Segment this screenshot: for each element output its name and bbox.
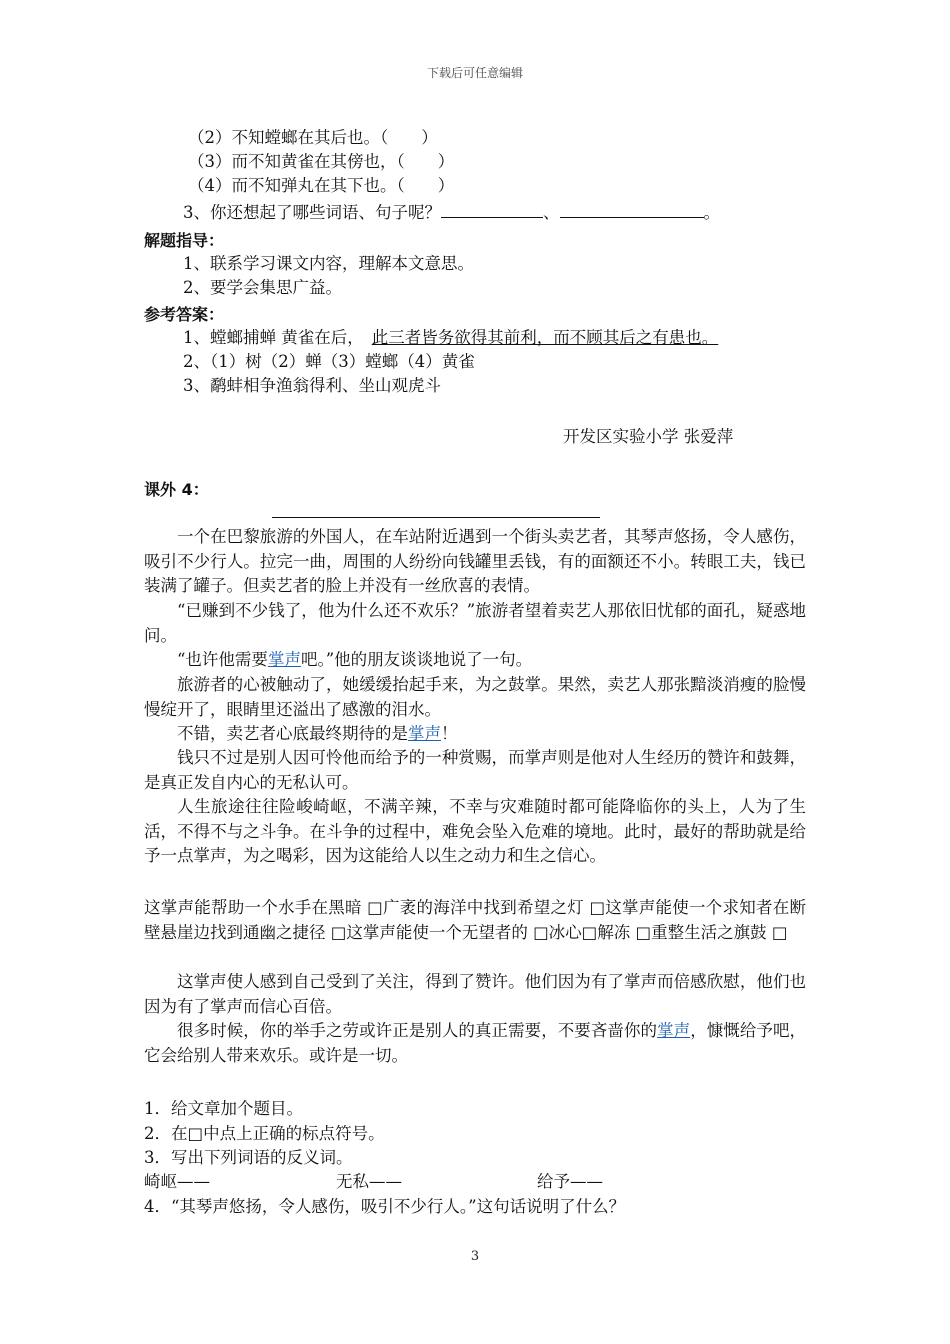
q3-text: 3、你还想起了哪些词语、句子呢？ (183, 203, 441, 222)
q3-end: 。 (703, 203, 720, 222)
passage-p8: 这掌声能帮助一个水手在黑暗 □广袤的海洋中找到希望之灯 □这掌声能使一个求知者在断壁悬崖边找到通幽之捷径 □这掌声能使一个无望者的 □冰心□解冻 □重整生活之旗鼓 □ (144, 898, 806, 942)
p3-applause-link[interactable]: 掌声 (267, 650, 301, 669)
passage-p7: 人生旅途往往险峻崎岖，不满辛辣，不幸与灾难随时都可能降临你的头上，人为了生活，不得不与之斗争。在斗争的过程中，难免会坠入危难的境地。此时，最好的帮助就是给予一点掌声，为之喝彩，因为这能给人以生之动力和生之信心。 (144, 797, 806, 865)
guide-item-2: 2、要学会集思广益。 (183, 278, 342, 297)
passage-p6: 钱只不过是别人因可怜他而给予的一种赏赐，而掌声则是他对人生经历的赞许和鼓舞，是真正发自内心的无私认可。 (144, 748, 806, 792)
passage-p3 (144, 648, 806, 673)
answer-3: 3、鹬蚌相争渔翁得利、坐山观虎斗 (183, 376, 441, 395)
question-1: 1．给文章加个题目。 (144, 1099, 303, 1118)
p5-text-post: ！ (441, 724, 458, 743)
answer-1-plain: 1、螳螂捕蝉 黄雀在后， (183, 328, 364, 347)
p5-applause-link[interactable]: 掌声 (408, 724, 441, 743)
passage-p4: 旅游者的心被触动了，她缓缓抬起手来，为之鼓掌。果然，卖艺人那张黯淡消瘦的脸慢慢绽开了，眼睛里还溢出了感激的泪水。 (144, 675, 806, 719)
q3-blank-1[interactable] (441, 201, 543, 218)
author: 开发区实验小学 张爱萍 (563, 427, 734, 446)
guide-item-1: 1、联系学习课文内容，理解本文意思。 (183, 254, 474, 273)
passage-p5 (144, 722, 806, 747)
q2-item-3: （3）而不知黄雀在其傍也，（ ） (188, 152, 455, 171)
answer-1 (183, 326, 718, 350)
q3-separator: 、 (543, 203, 560, 222)
page-number: 3 (470, 1249, 480, 1264)
q3-blank-2[interactable] (560, 201, 704, 218)
question-3: 3．写出下列词语的反义词。 (144, 1148, 353, 1167)
q2-item-2: （2）不知螳螂在其后也。（ ） (188, 128, 438, 147)
p3-text-pre: “也许他需要 (177, 650, 268, 669)
passage-p2: “已赚到不少钱了，他为什么还不欢乐？”旅游者望着卖艺人那依旧忧郁的面孔，疑惑地问。 (144, 601, 806, 645)
passage-p1: 一个在巴黎旅游的外国人，在车站附近遇到一个街头卖艺者，其琴声悠扬，令人感伤，吸引不少行人。拉完一曲，周围的人纷纷向钱罐里丢钱，有的面额还不小。转眼工夫，钱已装满了罐子。但卖艺者的脸上并没有一丝欣喜的表情。 (144, 527, 806, 595)
section-title: 课外 4： (144, 480, 209, 499)
title-blank-line[interactable] (272, 517, 600, 518)
page-header: 下载后可任意编辑 (426, 66, 523, 80)
p10-text-post: ，慷慨给予吧，它会给别人带来欢乐。或许是一切。 (144, 1021, 807, 1065)
q3-line (183, 201, 720, 225)
guide-title: 解题指导： (144, 231, 225, 250)
question-4: 4．“其琴声悠扬，令人感伤，吸引不少行人。”这句话说明了什么？ (144, 1197, 626, 1216)
antonym-3: 给予—— (537, 1172, 603, 1191)
antonym-2: 无私—— (336, 1172, 402, 1191)
question-2: 2．在□中点上正确的标点符号。 (144, 1124, 385, 1143)
answer-2: 2、（1）树（2）蝉（3）螳螂（4）黄雀 (183, 352, 475, 371)
p3-text-post: 吧。”他的朋友谈谈地说了一句。 (300, 650, 533, 669)
antonym-1: 崎岖—— (144, 1172, 210, 1191)
p10-text-pre: 很多时候，你的举手之劳或许正是别人的真正需要，不要吝啬你的 (177, 1021, 658, 1040)
passage-p9: 这掌声使人感到自己受到了关注，得到了赞许。他们因为有了掌声而倍感欣慰，他们也因为有了掌声而信心百倍。 (144, 972, 806, 1016)
q2-item-4: （4）而不知弹丸在其下也。（ ） (188, 176, 455, 195)
answer-1-underlined: 此三者皆务欲得其前利，而不顾其后之有患也。 (371, 328, 719, 347)
passage-p10 (144, 1019, 806, 1068)
p10-applause-link[interactable]: 掌声 (657, 1021, 691, 1040)
p5-text-pre: 不错，卖艺者心底最终期待的是 (177, 724, 408, 743)
answers-title: 参考答案： (144, 305, 225, 324)
